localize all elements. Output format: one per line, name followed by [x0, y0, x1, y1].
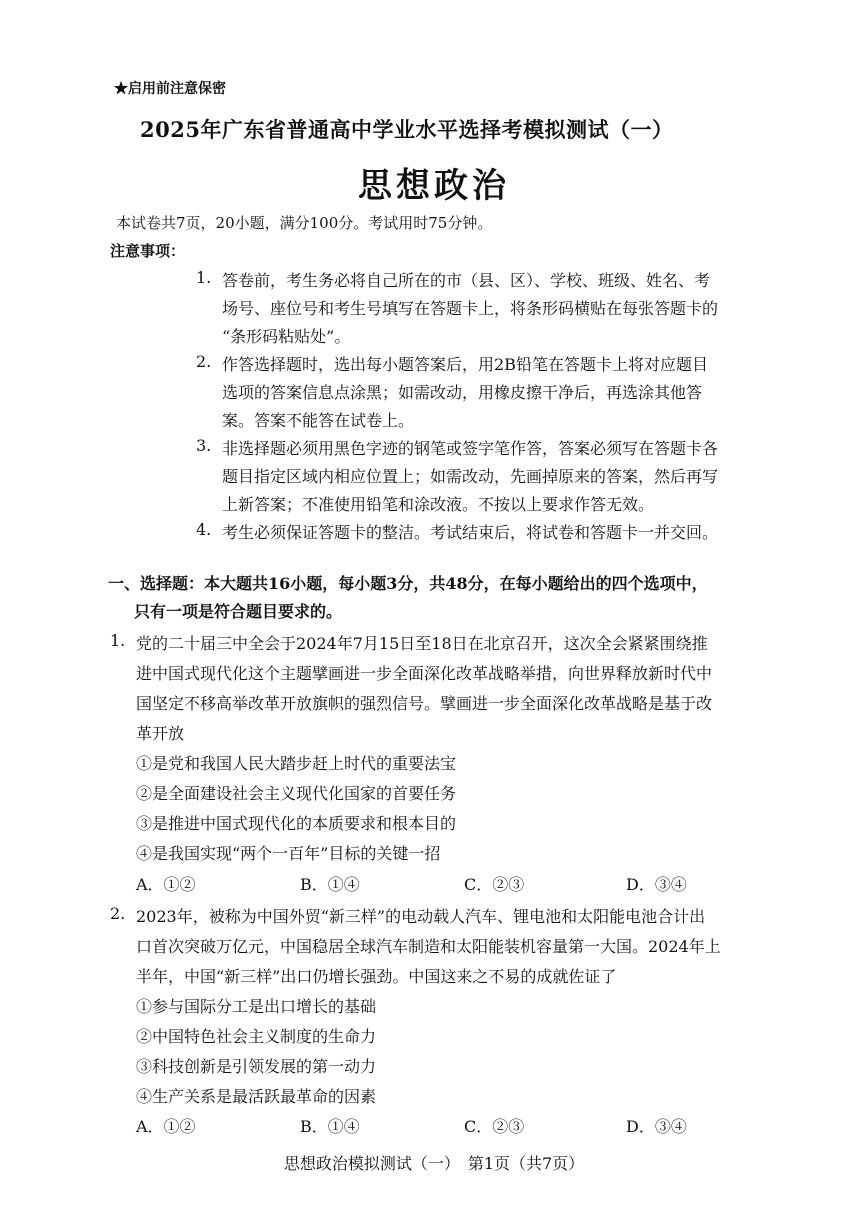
question-stem-line: 进中国式现代化这个主题擘画进一步全面深化改革战略举措，向世界释放新时代中	[136, 664, 713, 683]
note-line: 题目指定区域内相应位置上；如需改动，先画掉原来的答案，然后再写	[222, 467, 719, 486]
option-d: D．③④	[626, 875, 687, 894]
note-line: 考生必须保证答题卡的整洁。考试结束后，将试卷和答题卡一并交回。	[222, 523, 719, 542]
statement: ②中国特色社会主义制度的生命力	[136, 1027, 377, 1046]
statement: ③是推进中国式现代化的本质要求和根本目的	[136, 814, 457, 833]
note-line: 非选择题必须用黑色字迹的钢笔或签字笔作答，答案必须写在答题卡各	[222, 439, 719, 458]
notes-label: 注意事项：	[110, 242, 186, 260]
option-c: C．②③	[464, 875, 525, 894]
section-heading: 一、选择题：本大题共16小题，每小题3分，共48分，在每小题给出的四个选项中，	[108, 574, 708, 593]
statement: ③科技创新是引领发展的第一动力	[136, 1057, 377, 1076]
option-a: A．①②	[136, 1117, 196, 1136]
question-number: 1.	[110, 631, 126, 650]
exam-title: 2025年广东省普通高中学业水平选择考模拟测试（一）	[140, 117, 674, 142]
question-stem-line: 口首次突破万亿元，中国稳居全球汽车制造和太阳能装机容量第一大国。2024年上	[136, 937, 721, 956]
question-stem-line: 2023年，被称为中国外贸“新三样”的电动载人汽车、锂电池和太阳能电池合计出	[136, 907, 706, 926]
option-c: C．②③	[464, 1117, 525, 1136]
page-footer: 思想政治模拟测试（一） 第1页（共7页）	[283, 1154, 585, 1173]
question-stem-line: 党的二十届三中全会于2024年7月15日至18日在北京召开，这次全会紧紧围绕推	[136, 634, 708, 653]
question-stem-line: 半年，中国“新三样”出口仍增长强劲。中国这来之不易的成就佐证了	[136, 967, 617, 986]
subject-title: 思想政治	[358, 166, 510, 206]
note-line: 选项的答案信息点涂黑；如需改动，用橡皮擦干净后，再选涂其他答	[222, 383, 703, 402]
note-number: 4.	[196, 520, 212, 539]
note-line: 场号、座位号和考生号填写在答题卡上，将条形码横贴在每张答题卡的	[222, 299, 719, 318]
option-a: A．①②	[136, 875, 196, 894]
confidential-notice: ★启用前注意保密	[114, 81, 226, 97]
note-line: 作答选择题时，选出每小题答案后，用2B铅笔在答题卡上将对应题目	[222, 355, 708, 374]
statement: ④是我国实现“两个一百年”目标的关键一招	[136, 844, 441, 863]
option-d: D．③④	[626, 1117, 687, 1136]
note-line: 上新答案；不准使用铅笔和涂改液。不按以上要求作答无效。	[222, 495, 655, 514]
option-b: B．①④	[300, 1117, 360, 1136]
note-number: 3.	[196, 436, 212, 455]
note-line: 答卷前，考生务必将自己所在的市（县、区）、学校、班级、姓名、考	[222, 271, 711, 290]
question-number: 2.	[110, 904, 126, 923]
note-number: 1.	[196, 268, 212, 287]
note-line: “条形码粘贴处”。	[222, 327, 351, 346]
statement: ①是党和我国人民大踏步赶上时代的重要法宝	[136, 754, 457, 773]
note-number: 2.	[196, 352, 212, 371]
statement: ①参与国际分工是出口增长的基础	[136, 997, 377, 1016]
statement: ④生产关系是最活跃最革命的因素	[136, 1087, 377, 1106]
question-stem-line: 国坚定不移高举改革开放旗帜的强烈信号。擘画进一步全面深化改革战略是基于改	[136, 694, 713, 713]
option-b: B．①④	[300, 875, 360, 894]
question-stem-line: 革开放	[136, 724, 185, 743]
exam-intro: 本试卷共7页，20小题，满分100分。考试用时75分钟。	[116, 214, 493, 232]
section-heading: 只有一项是符合题目要求的。	[134, 602, 343, 621]
note-line: 案。答案不能答在试卷上。	[222, 411, 415, 430]
statement: ②是全面建设社会主义现代化国家的首要任务	[136, 784, 457, 803]
